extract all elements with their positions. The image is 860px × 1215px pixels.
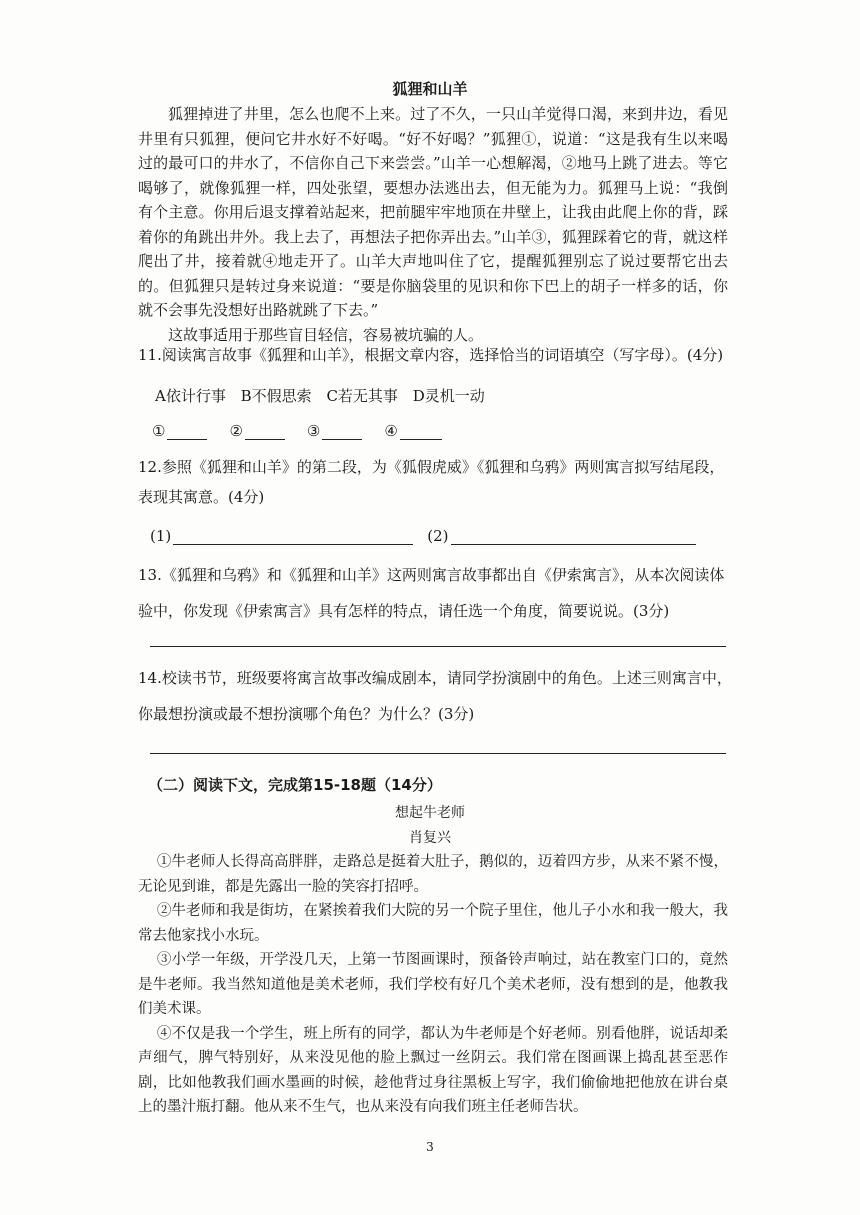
q12-blank-1-line[interactable]: [173, 526, 413, 545]
story-paragraph-2: 这故事适用于那些盲目轻信，容易被坑骗的人。: [168, 325, 484, 344]
question-14: 14.校读书节，班级要将寓言故事改编成剧本，请同学扮演剧中的角色。上述三则寓言中，你最想扮演或最不想扮演哪个角色？为什么？(3分): [138, 669, 732, 723]
q14-answer-line[interactable]: [150, 753, 726, 754]
blank-4[interactable]: [384, 421, 441, 440]
blank-3-line[interactable]: [322, 421, 362, 440]
question-11: 11.阅读寓言故事《狐狸和山羊》，根据文章内容，选择恰当的词语填空（写字母）。(4分): [138, 346, 724, 364]
article-paragraph-3: ③小学一年级，开学没几天，上第一节图画课时，预备铃声响过，站在教室门口的，竟然是牛老师。我当然知道他是美术老师，我们学校有好几个美术老师，没有想到的是，他教我们美术课。: [138, 952, 728, 1017]
option-a: A依计行事: [155, 387, 226, 405]
q12-blank-2-line[interactable]: [451, 526, 696, 545]
article-paragraph-1: ①牛老师人长得高高胖胖，走路总是挺着大肚子，鹅似的，迈着四方步，从来不紧不慢，无论见到谁，都是先露出一脸的笑容打招呼。: [138, 854, 728, 895]
blank-2-label: ②: [229, 422, 243, 440]
question-12: 12.参照《狐狸和山羊》的第二段，为《狐假虎威》《狐狸和乌鸦》两则寓言拟写结尾段，表现其寓意。(4分): [138, 458, 725, 506]
q12-blank-1-label: (1): [150, 527, 172, 545]
option-d: D灵机一动: [412, 387, 485, 405]
article-paragraph-2: ②牛老师和我是街坊，在紧挨着我们大院的另一个院子里住，他儿子小水和我一般大，我常去他家找小水玩。: [138, 903, 728, 944]
blank-3[interactable]: [307, 421, 362, 440]
blank-1-label: ①: [152, 422, 166, 440]
option-c: C若无其事: [326, 387, 398, 405]
q11-options: [155, 385, 495, 406]
story-body: [138, 102, 728, 347]
article-paragraph-4: ④不仅是我一个学生，班上所有的同学，都认为牛老师是个好老师。别看他胖，说话却柔声细气，脾气特别好，从来没见他的脸上飘过一丝阴云。我们常在图画课上捣乱甚至恶作剧，比如他教我们画水墨画的时候，趁他背过身往黑板上写字，我们偷偷地把他放在讲台桌上的墨汁瓶打翻。他从来不生气，也从来没有向我们班主任老师告状。: [138, 1025, 728, 1115]
page-number: 3: [426, 1140, 434, 1154]
option-b: B不假思索: [240, 387, 312, 405]
q12-blank-2-label: (2): [427, 527, 449, 545]
section-heading: （二）阅读下文，完成第15-18题（14分）: [148, 776, 442, 794]
blank-4-line[interactable]: [400, 421, 442, 440]
blank-1[interactable]: [152, 421, 207, 440]
article-author: 肖复兴: [409, 830, 451, 846]
article-body: [138, 850, 728, 1120]
article-title: 想起牛老师: [395, 805, 465, 821]
question-13: 13.《狐狸和乌鸦》和《狐狸和山羊》这两则寓言故事都出自《伊索寓言》，从本次阅读体验中，你发现《伊索寓言》具有怎样的特点，请任选一个角度，简要说说。(3分): [138, 566, 725, 620]
blank-2[interactable]: [229, 421, 284, 440]
blank-2-line[interactable]: [245, 421, 285, 440]
story-paragraph-1: 狐狸掉进了井里，怎么也爬不上来。过了不久，一只山羊觉得口渴，来到井边，看见井里有只狐狸，便问它井水好不好喝。“好不好喝？”狐狸①，说道：“这是我有生以来喝过的最可口的井水了，不信你自己下来尝尝。”山羊一心想解渴，②地马上跳了进去。等它喝够了，就像狐狸一样，四处张望，要想办法逃出去，但无能为力。狐狸马上说：“我倒有个主意。你用后退支撑着站起来，把前腿牢牢地顶在井壁上，让我由此爬上你的背，踩着你的角跳出井外。我上去了，再想法子把你弄出去。”山羊③，狐狸踩着它的背，就这样爬出了井，接着就④地走开了。山羊大声地叫住了它，提醒狐狸别忘了说过要帮它出去的。但狐狸只是转过身来说道：“要是你脑袋里的见识和你下巴上的胡子一样多的话，你就不会事先没想好出路就跳了下去。”: [138, 105, 728, 319]
story-title: 狐狸和山羊: [392, 80, 468, 98]
blank-1-line[interactable]: [167, 421, 207, 440]
q12-answers: [150, 526, 696, 545]
q11-blanks: [152, 421, 442, 440]
blank-4-label: ④: [384, 422, 398, 440]
blank-3-label: ③: [306, 422, 321, 440]
q13-answer-line[interactable]: [150, 646, 726, 647]
